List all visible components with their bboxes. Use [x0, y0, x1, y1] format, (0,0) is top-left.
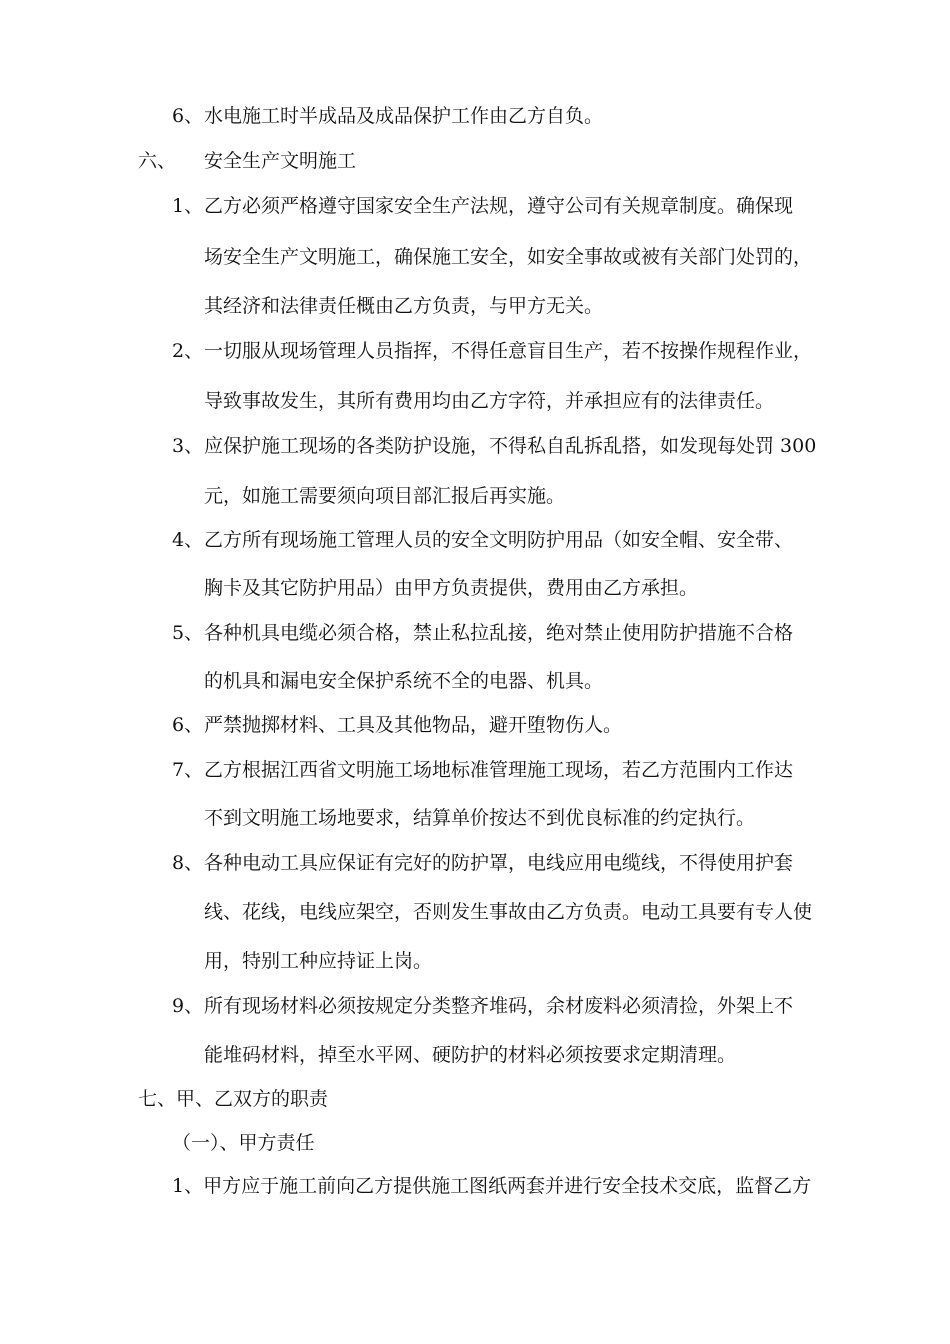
item-number: 4、 [172, 529, 204, 551]
item-number: 7、 [172, 759, 204, 781]
item-number: 8、 [172, 852, 204, 874]
item-line: 乙方必须严格遵守国家安全生产法规，遵守公司有关规章制度。确保现 [204, 195, 794, 217]
section-title: 七、甲、乙双方的职责 [138, 1088, 329, 1110]
item-number: 5、 [172, 622, 204, 644]
item-line: 乙方所有现场施工管理人员的安全文明防护用品（如安全帽、安全带、 [204, 529, 794, 551]
item-line: 各种电动工具应保证有完好的防护罩，电线应用电缆线，不得使用护套 [204, 852, 794, 874]
section-number: 六、 [138, 150, 177, 172]
item-line: 1、甲方应于施工前向乙方提供施工图纸两套并进行安全技术交底，监督乙方 [172, 1175, 812, 1197]
item-line: 应保护施工现场的各类防护设施，不得私自乱拆乱搭，如发现每处罚 300 [204, 435, 817, 457]
item-line: 场安全生产文明施工，确保施工安全，如安全事故或被有关部门处罚的， [204, 246, 813, 268]
item-line: 元，如施工需要须向项目部汇报后再实施。 [204, 485, 566, 507]
subsection-title: （一）、甲方责任 [172, 1132, 315, 1154]
section-title: 安全生产文明施工 [204, 150, 357, 172]
item-number: 1、 [172, 195, 204, 217]
item-line: 线、花线，电线应架空，否则发生事故由乙方负责。电动工具要有专人使 [204, 901, 813, 923]
item-line: 能堆码材料，掉至水平网、硬防护的材料必须按要求定期清理。 [204, 1044, 737, 1066]
item-line: 用，特别工种应持证上岗。 [204, 950, 433, 972]
item-number: 3、 [172, 435, 204, 457]
item-line: 乙方根据江西省文明施工场地标准管理施工现场，若乙方范围内工作达 [204, 759, 794, 781]
item-line: 的机具和漏电安全保护系统不全的电器、机具。 [204, 670, 604, 692]
item-number: 9、 [172, 995, 204, 1017]
item-number: 6、 [172, 714, 204, 736]
item-line: 一切服从现场管理人员指挥，不得任意盲目生产，若不按操作规程作业， [204, 340, 813, 362]
item-line: 胸卡及其它防护用品）由甲方负责提供，费用由乙方承担。 [204, 577, 699, 599]
item-number: 2、 [172, 340, 204, 362]
item-line: 各种机具电缆必须合格，禁止私拉乱接，绝对禁止使用防护措施不合格 [204, 622, 794, 644]
item-line: 严禁抛掷材料、工具及其他物品，避开堕物伤人。 [204, 714, 623, 736]
item-text: 水电施工时半成品及成品保护工作由乙方自负。 [204, 105, 604, 127]
item-line: 其经济和法律责任概由乙方负责，与甲方无关。 [204, 295, 604, 317]
item-line: 不到文明施工场地要求，结算单价按达不到优良标准的约定执行。 [204, 807, 756, 829]
item-line: 所有现场材料必须按规定分类整齐堆码，余材废料必须清捡，外架上不 [204, 995, 794, 1017]
item-number: 6、 [172, 105, 204, 127]
item-line: 导致事故发生，其所有费用均由乙方字符，并承担应有的法律责任。 [204, 390, 775, 412]
